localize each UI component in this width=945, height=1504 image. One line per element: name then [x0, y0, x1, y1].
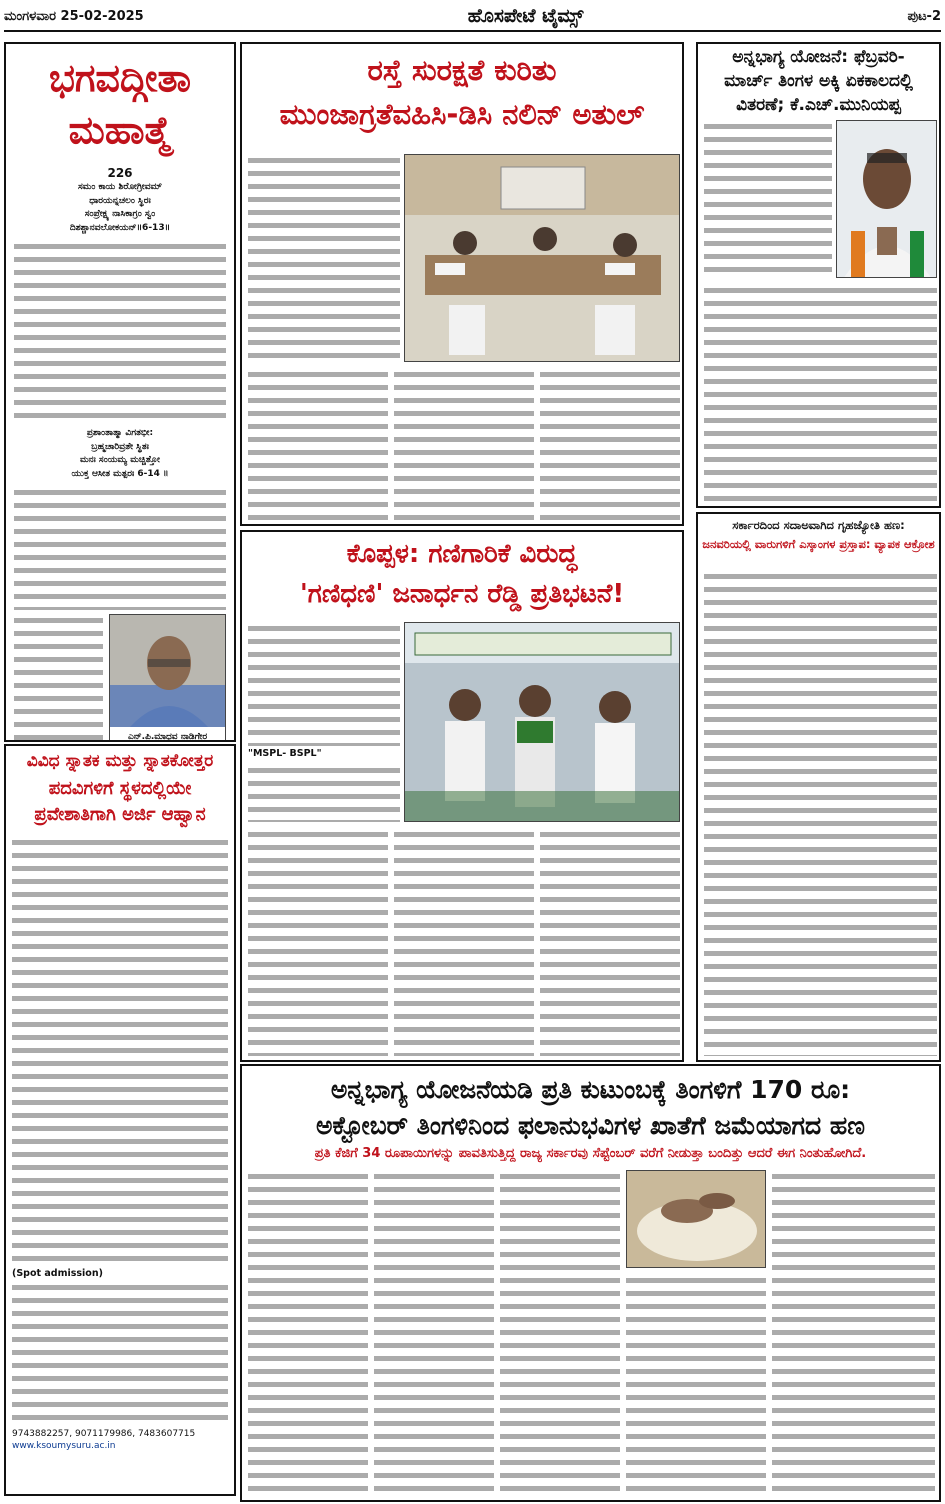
meeting-photo [404, 154, 680, 362]
gita-body-text-2 [14, 486, 226, 610]
anna-bhagya-distribution-article [696, 42, 941, 508]
gruha-title-line2: ಜನವರಿಯಲ್ಲಿ ವಾರುಗಳಿಗೆ ಎಸ್ಕಾಂಗಳ ಪ್ರಸ್ತಾಪ: ವ್ಯಾಪಕ ಆಕ್ರೋಶ [702, 537, 935, 551]
anna2-body-col1 [248, 1170, 368, 1496]
protest-photo [404, 622, 680, 822]
admission-body-text-2 [12, 1281, 228, 1427]
koppal-title-line1: ಕೊಪ್ಪಳ: ಗಣಿಗಾರಿಕೆ ವಿರುದ್ಧ [346, 539, 578, 569]
anna1-title-line3: ವಿತರಣೆ; ಕೆ.ಎಚ್.ಮುನಿಯಪ್ಪ [736, 95, 901, 115]
road-title-line1: ರಸ್ತೆ ಸುರಕ್ಷತೆ ಕುರಿತು [367, 53, 557, 87]
verse-line: ಯುಕ್ತ ಆಸೀತ ಮತ್ಪರಃ 6-14 ॥ [71, 468, 169, 479]
masthead [4, 2, 941, 32]
anna2-body-col4 [626, 1274, 766, 1496]
road-body-col1 [248, 154, 400, 362]
gita-title-line2: ಮಹಾತ್ಮೆ [68, 108, 172, 152]
verse-line: ಸಂಪ್ರೇಕ್ಷ್ಯ ನಾಸಿಕಾಗ್ರಂ ಸ್ವಂ [84, 209, 156, 219]
anna-bhagya-cash-article [240, 1064, 941, 1502]
anna2-body-col5 [772, 1170, 935, 1496]
koppal-body-col4 [540, 828, 680, 1056]
page-number: ಪುಟ-2 [907, 8, 941, 24]
verse-line: ಸಮಂ ಕಾಯ ಶಿರೋಗ್ರೀವಮ್ [78, 182, 162, 192]
gita-body-text-3 [14, 614, 103, 742]
admission-title-line2: ಪದವಿಗಳಿಗೆ ಸ್ಥಳದಲ್ಲಿಯೇ [48, 778, 192, 799]
issue-date: ಮಂಗಳವಾರ 25-02-2025 [4, 8, 144, 24]
admission-phones: 9743882257, 9071179986, 7483607715 [12, 1429, 196, 1439]
anna1-body-col1 [704, 120, 832, 278]
author-name: ಎನ್.ಪಿ.ಮಾಧವ ನಾಡಿಗೇರ [127, 732, 208, 742]
admission-website: www.ksoumysuru.ac.in [12, 1441, 116, 1451]
anna1-body-col2 [704, 284, 937, 502]
portrait-image [110, 615, 226, 727]
author-photo [109, 614, 226, 742]
verse-line: ಪ್ರಶಾಂತಾತ್ಮಾ ವಿಗತಭೀ: [86, 428, 154, 438]
admission-title-line3: ಪ್ರವೇಶಾತಿಗಾಗಿ ಅರ್ಜಿ ಆಹ್ವಾನ [34, 804, 206, 825]
gruha-body-text [704, 570, 937, 1056]
verse-line: ಬ್ರಹ್ಮಚಾರಿವ್ರತೇ ಸ್ಥಿತಃ [91, 441, 149, 452]
koppal-quote: "MSPL- BSPL" [248, 748, 322, 759]
rice-photo [626, 1170, 766, 1268]
admission-title-line1: ವಿವಿಧ ಸ್ನಾತಕ ಮತ್ತು ಸ್ನಾತಕೋತ್ತರ [26, 751, 214, 771]
anna2-title-line2: ಅಕ್ಟೋಬರ್ ತಿಂಗಳಿನಿಂದ ಫಲಾನುಭವಿಗಳ ಖಾತೆಗೆ ಜಮೆಯಾಗದ ಹಣ [316, 1111, 865, 1140]
road-safety-article [240, 42, 684, 526]
road-body-col3 [394, 368, 534, 522]
spot-admission-label: (Spot admission) [12, 1268, 103, 1279]
newspaper-name: ಹೊಸಪೇಟೆ ಟೈಮ್ಸ್ [467, 5, 584, 27]
anna2-body-col3 [500, 1170, 620, 1496]
anna1-title-line2: ಮಾರ್ಚ್ ತಿಂಗಳ ಅಕ್ಕಿ ಏಕಕಾಲದಲ್ಲಿ [724, 71, 913, 91]
road-body-col4 [540, 368, 680, 522]
gita-column [4, 42, 236, 742]
koppal-body-col1 [248, 622, 400, 746]
koppal-protest-article [240, 530, 684, 1062]
road-body-col2 [248, 368, 388, 522]
verse-line: ಧಾರಯನ್ನಚಲಂ ಸ್ಥಿರಃ [89, 195, 151, 206]
anna2-body-col2 [374, 1170, 494, 1496]
gruha-jyothi-article [696, 512, 941, 1062]
koppal-body-col2 [248, 828, 388, 1056]
anna2-title-line1: ಅನ್ನಭಾಗ್ಯ ಯೋಜನೆಯಡಿ ಪ್ರತಿ ಕುಟುಂಬಕ್ಕೆ ತಿಂಗಳಿಗೆ 170 ರೂ: [330, 1075, 851, 1104]
admission-body-text [12, 836, 228, 1266]
gita-number: 226 [107, 166, 133, 180]
anna2-subtitle: ಪ್ರತಿ ಕೆಜಿಗೆ 34 ರೂಪಾಯಿಗಳನ್ನು ಪಾವತಿಸುತ್ತಿದ್ದ ರಾಜ್ಯ ಸರ್ಕಾರವು ಸೆಪ್ಟೆಂಬರ್ ವರೆಗೆ ನೀಡುತ್ತಾ ಬಂದಿತ್ತು ಆದರೆ ಈಗ ನಿಂತುಹೋಗಿದೆ. [314, 1146, 867, 1161]
anna1-title-line1: ಅನ್ನಭಾಗ್ಯ ಯೋಜನೆ: ಫೆಬ್ರವರಿ- [732, 47, 905, 67]
koppal-body-col1b [248, 764, 400, 822]
koppal-body-col3 [394, 828, 534, 1056]
admission-notice [4, 744, 236, 1496]
verse-line: ದಿಶಶ್ಚಾನವಲೋಕಯನ್॥6-13॥ [69, 222, 171, 233]
koppal-title-line2: 'ಗಣಿಧಣಿ' ಜನಾರ್ಧನ ರೆಡ್ಡಿ ಪ್ರತಿಭಟನೆ! [299, 579, 625, 609]
gita-body-text [14, 240, 226, 418]
verse-line: ಮನಃ ಸಂಯಮ್ಯ ಮಚ್ಚಿತ್ತೋ [79, 455, 160, 465]
minister-photo [836, 120, 937, 278]
road-title-line2: ಮುಂಜಾಗ್ರತೆವಹಿಸಿ-ಡಿಸಿ ನಲಿನ್ ಅತುಲ್ [279, 97, 645, 131]
gruha-title-line1: ಸರ್ಕಾರದಿಂದ ಸದಾಅವಾಗಿದ ಗೃಹಜ್ಯೋತಿ ಹಣ: [732, 518, 905, 532]
gita-title-line1: ಭಗವದ್ಗೀತಾ [48, 56, 192, 100]
